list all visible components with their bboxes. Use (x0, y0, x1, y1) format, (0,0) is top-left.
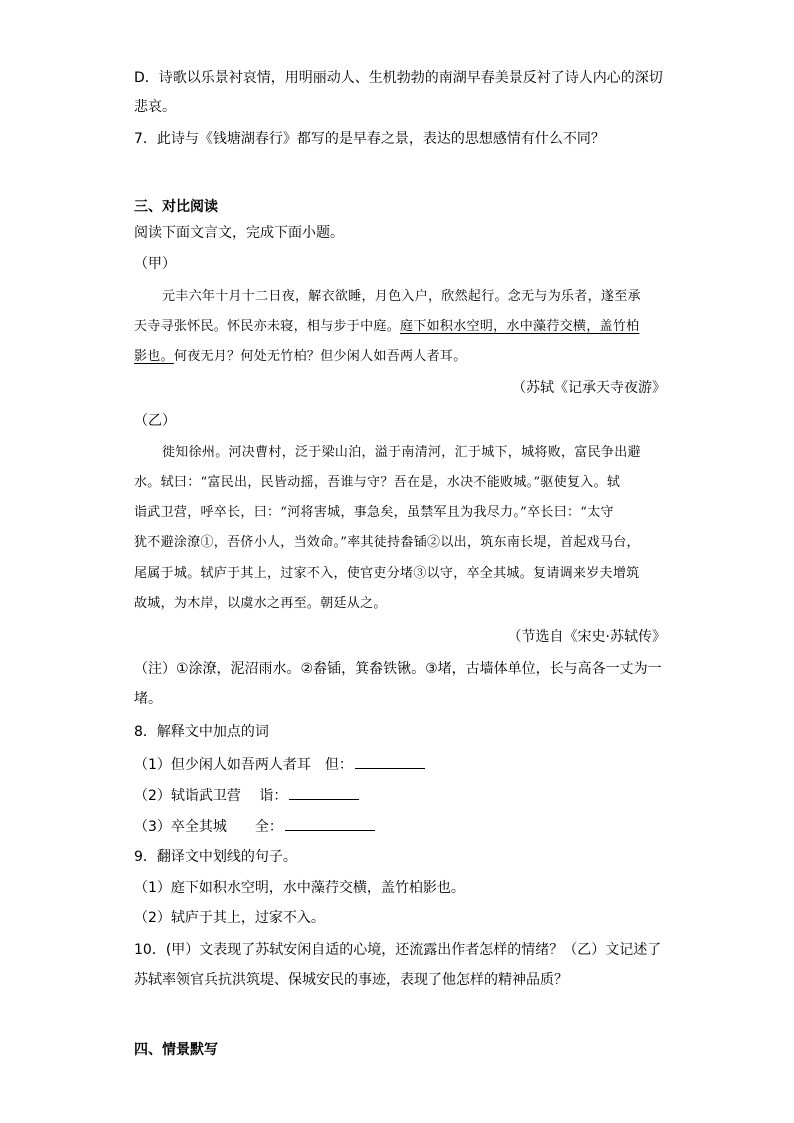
passage-yi-line-5: 尾属于城。轼庐于其上，过家不入，使官吏分堵③以守，卒全其城。复请调来岁夫增筑 (134, 566, 640, 581)
passage-jia-line-1: 元丰六年十月十二日夜，解衣欲睡，月色入户，欣然起行。念无与为乐者，遂至承 (162, 289, 641, 304)
question-8: 8．解释文中加点的词 (134, 724, 269, 740)
question-8-1: （1）但少闲人如吾两人者耳 但： (134, 754, 425, 775)
section-3-heading: 三、对比阅读 (134, 199, 218, 215)
passage-jia-source: （苏轼《记承天寺夜游》 (512, 380, 666, 396)
underlined-sentence-jia-end: 影也。 (134, 349, 174, 364)
passage-yi-line-2: 水。轼曰：“富民出，民皆动摇，吾谁与守？吾在是，水决不能败城。”驱使复入。轼 (134, 475, 621, 490)
question-10-line-2: 苏轼率领官兵抗洪筑堤、保城安民的事迹，表现了他怎样的精神品质？ (134, 972, 568, 988)
annotation-line-2: 堵。 (134, 691, 162, 707)
reading-instruction: 阅读下面文言文，完成下面小题。 (134, 225, 344, 241)
underlined-sentence-jia: 庭下如积水空明，水中藻荇交横，盖竹柏 (400, 319, 640, 334)
question-10-line-1: 10．(甲）文表现了苏轼安闲自适的心境，还流露出作者怎样的情绪？（乙）文记述了 (134, 942, 662, 958)
question-9-1: （1）庭下如积水空明，水中藻荇交横，盖竹柏影也。 (134, 880, 465, 896)
passage-yi-line-3: 诣武卫营，呼卒长，曰：“河将害城，事急矣，虽禁军且为我尽力。”卒长曰：“太守 (134, 505, 614, 520)
passage-yi-line-6: 故城，为木岸，以虞水之再至。朝廷从之。 (134, 596, 387, 611)
option-d-line-2: 悲哀。 (134, 99, 176, 115)
passage-yi-label: （乙） (134, 413, 176, 429)
answer-blank-8-1[interactable] (355, 754, 425, 769)
passage-jia-line-2: 天寺寻张怀民。怀民亦未寝，相与步于中庭。庭下如积水空明，水中藻荇交横，盖竹柏 (134, 319, 640, 334)
passage-yi-line-4: 犹不避涂潦①，吾侪小人，当效命。”率其徒持畚锸②以出，筑东南长堤，首起戏马台， (134, 535, 640, 550)
passage-yi-line-1: 徙知徐州。河决曹村，泛于梁山泊，溢于南清河，汇于城下，城将败，富民争出避 (162, 445, 641, 460)
question-9-2: （2）轼庐于其上，过家不入。 (134, 910, 325, 926)
question-7: 7．此诗与《钱塘湖春行》都写的是早春之景，表达的思想感情有什么不同？ (134, 131, 605, 147)
passage-jia-label: （甲） (134, 256, 176, 272)
annotation-line-1: （注）①涂潦，泥沼雨水。②畚锸，箕畚铁锹。③堵，古墙体单位，长与高各一丈为一 (134, 661, 662, 677)
answer-blank-8-3[interactable] (285, 816, 375, 831)
section-4-heading: 四、情景默写 (134, 1042, 218, 1058)
question-9: 9．翻译文中划线的句子。 (134, 849, 297, 865)
passage-yi-source: （节选自《宋史·苏轼传》 (507, 629, 666, 645)
option-d-line-1: D．诗歌以乐景衬哀情，用明丽动人、生机勃勃的南湖早春美景反衬了诗人内心的深切 (134, 70, 663, 86)
passage-jia-line-3: 影也。何夜无月？何处无竹柏？但少闲人如吾两人者耳。 (134, 349, 467, 364)
question-8-3: （3）卒全其城 全： (134, 816, 375, 837)
question-8-2: （2）轼诣武卫营 诣： (134, 785, 359, 806)
answer-blank-8-2[interactable] (289, 785, 359, 800)
